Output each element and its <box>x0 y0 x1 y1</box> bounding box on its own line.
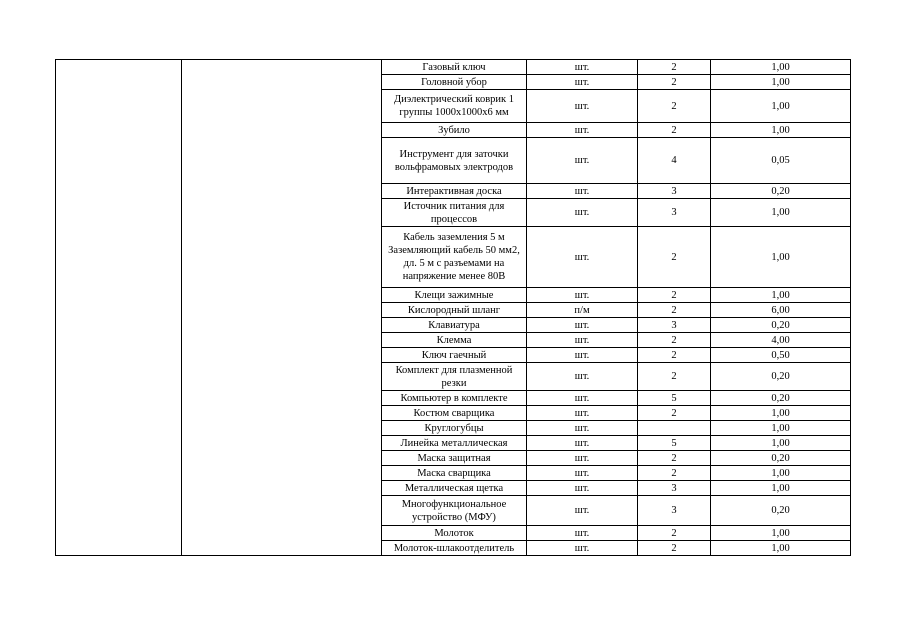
value-cell: 1,00 <box>711 406 851 421</box>
quantity-cell: 2 <box>638 333 711 348</box>
item-name-cell: Костюм сварщика <box>382 406 527 421</box>
table-row <box>56 60 851 75</box>
unit-cell: шт. <box>527 318 638 333</box>
quantity-cell: 2 <box>638 288 711 303</box>
unit-cell: шт. <box>527 526 638 541</box>
unit-cell: шт. <box>527 199 638 227</box>
quantity-cell: 2 <box>638 60 711 75</box>
quantity-cell: 3 <box>638 481 711 496</box>
quantity-cell: 2 <box>638 123 711 138</box>
value-cell: 1,00 <box>711 481 851 496</box>
quantity-cell: 2 <box>638 526 711 541</box>
value-cell: 0,50 <box>711 348 851 363</box>
unit-cell: шт. <box>527 348 638 363</box>
value-cell: 1,00 <box>711 75 851 90</box>
unit-cell: шт. <box>527 288 638 303</box>
value-cell: 1,00 <box>711 436 851 451</box>
quantity-cell: 2 <box>638 348 711 363</box>
item-name-cell: Головной убор <box>382 75 527 90</box>
value-cell: 1,00 <box>711 123 851 138</box>
item-name-cell: Клемма <box>382 333 527 348</box>
equipment-table <box>55 59 851 556</box>
value-cell: 0,20 <box>711 184 851 199</box>
quantity-cell: 2 <box>638 451 711 466</box>
value-cell: 0,20 <box>711 391 851 406</box>
value-cell: 1,00 <box>711 526 851 541</box>
quantity-cell: 5 <box>638 436 711 451</box>
unit-cell: шт. <box>527 60 638 75</box>
quantity-cell: 4 <box>638 138 711 184</box>
unit-cell: шт. <box>527 123 638 138</box>
unit-cell: шт. <box>527 138 638 184</box>
quantity-cell: 2 <box>638 466 711 481</box>
unit-cell: шт. <box>527 227 638 288</box>
value-cell: 1,00 <box>711 466 851 481</box>
value-cell: 1,00 <box>711 421 851 436</box>
item-name-cell: Круглогубцы <box>382 421 527 436</box>
item-name-cell: Источник питания для процессов <box>382 199 527 227</box>
unit-cell: шт. <box>527 391 638 406</box>
value-cell: 1,00 <box>711 541 851 556</box>
unit-cell: шт. <box>527 90 638 123</box>
table-body <box>56 60 851 556</box>
value-cell: 6,00 <box>711 303 851 318</box>
unit-cell: шт. <box>527 451 638 466</box>
unit-cell: шт. <box>527 333 638 348</box>
quantity-cell: 3 <box>638 496 711 526</box>
blank-column-1 <box>56 60 182 556</box>
unit-cell: шт. <box>527 75 638 90</box>
quantity-cell: 3 <box>638 184 711 199</box>
unit-cell: шт. <box>527 436 638 451</box>
quantity-cell: 3 <box>638 318 711 333</box>
item-name-cell: Многофункциональное устройство (МФУ) <box>382 496 527 526</box>
item-name-cell: Комплект для плазменной резки <box>382 363 527 391</box>
quantity-cell: 2 <box>638 406 711 421</box>
quantity-cell: 2 <box>638 227 711 288</box>
unit-cell: шт. <box>527 466 638 481</box>
value-cell: 1,00 <box>711 199 851 227</box>
unit-cell: п/м <box>527 303 638 318</box>
quantity-cell: 5 <box>638 391 711 406</box>
value-cell: 0,05 <box>711 138 851 184</box>
item-name-cell: Молоток <box>382 526 527 541</box>
item-name-cell: Маска сварщика <box>382 466 527 481</box>
value-cell: 0,20 <box>711 451 851 466</box>
quantity-cell: 2 <box>638 541 711 556</box>
item-name-cell: Ключ гаечный <box>382 348 527 363</box>
item-name-cell: Молоток-шлакоотделитель <box>382 541 527 556</box>
value-cell: 1,00 <box>711 288 851 303</box>
value-cell: 1,00 <box>711 227 851 288</box>
quantity-cell: 3 <box>638 199 711 227</box>
item-name-cell: Металлическая щетка <box>382 481 527 496</box>
item-name-cell: Диэлектрический коврик 1 группы 1000х1000х6 мм <box>382 90 527 123</box>
quantity-cell: 2 <box>638 363 711 391</box>
item-name-cell: Маска защитная <box>382 451 527 466</box>
item-name-cell: Газовый ключ <box>382 60 527 75</box>
quantity-cell: 2 <box>638 303 711 318</box>
value-cell: 0,20 <box>711 318 851 333</box>
unit-cell: шт. <box>527 541 638 556</box>
unit-cell: шт. <box>527 496 638 526</box>
value-cell: 0,20 <box>711 363 851 391</box>
unit-cell: шт. <box>527 406 638 421</box>
item-name-cell: Зубило <box>382 123 527 138</box>
item-name-cell: Кабель заземления 5 м Заземляющий кабель 50 мм2, дл. 5 м с разъемами на напряжение менее 80В <box>382 227 527 288</box>
unit-cell: шт. <box>527 363 638 391</box>
item-name-cell: Компьютер в комплекте <box>382 391 527 406</box>
item-name-cell: Интерактивная доска <box>382 184 527 199</box>
unit-cell: шт. <box>527 421 638 436</box>
quantity-cell: 2 <box>638 75 711 90</box>
unit-cell: шт. <box>527 481 638 496</box>
item-name-cell: Инструмент для заточки вольфрамовых электродов <box>382 138 527 184</box>
unit-cell: шт. <box>527 184 638 199</box>
value-cell: 0,20 <box>711 496 851 526</box>
quantity-cell: 2 <box>638 90 711 123</box>
item-name-cell: Клавиатура <box>382 318 527 333</box>
value-cell: 4,00 <box>711 333 851 348</box>
value-cell: 1,00 <box>711 60 851 75</box>
item-name-cell: Клещи зажимные <box>382 288 527 303</box>
item-name-cell: Кислородный шланг <box>382 303 527 318</box>
value-cell: 1,00 <box>711 90 851 123</box>
blank-column-2 <box>182 60 382 556</box>
quantity-cell <box>638 421 711 436</box>
item-name-cell: Линейка металлическая <box>382 436 527 451</box>
